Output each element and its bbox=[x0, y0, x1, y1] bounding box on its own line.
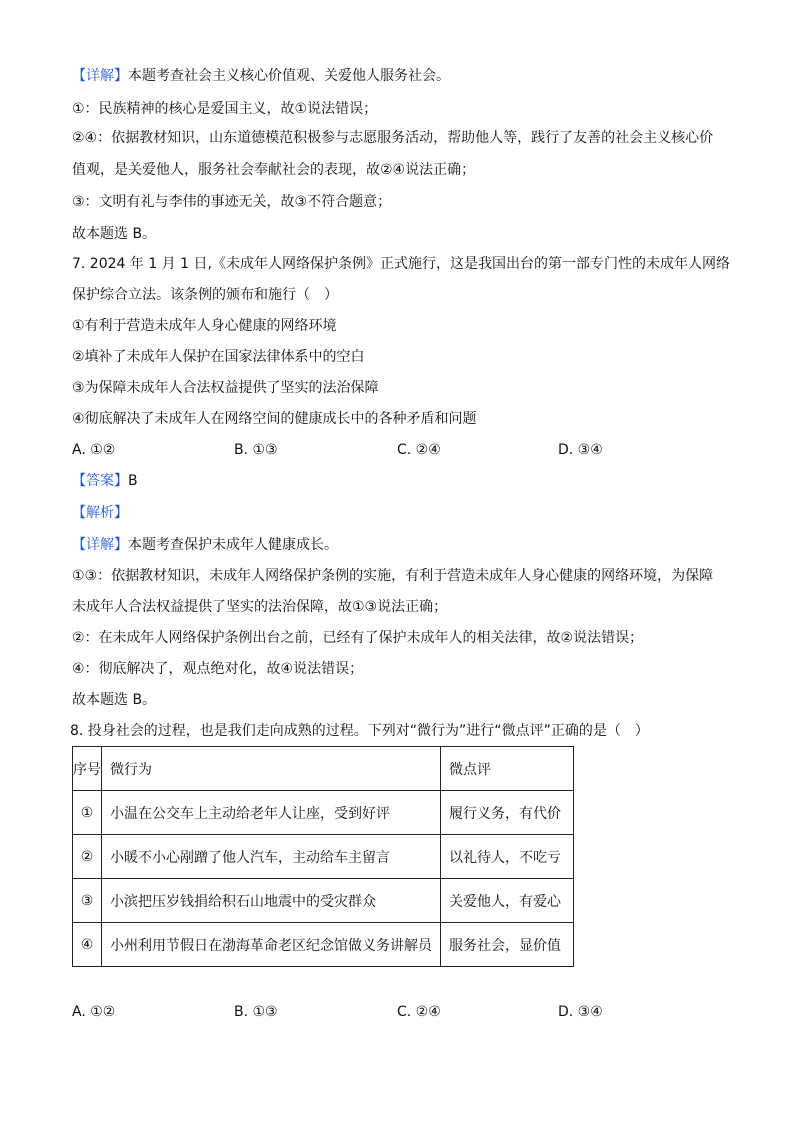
table-row bbox=[73, 879, 574, 923]
q7-answer: B bbox=[128, 473, 138, 489]
q7-option-b: B. ①③ bbox=[234, 442, 278, 458]
q6-explain-p1: ①：民族精神的核心是爱国主义，故①说法错误； bbox=[72, 101, 378, 117]
q7-detail-intro: 本题考查保护未成年人健康成长。 bbox=[128, 537, 338, 553]
table-header-cell: 序号 bbox=[73, 747, 102, 791]
table-cell: ④ bbox=[73, 923, 102, 967]
q7-item-1: ①有利于营造未成年人身心健康的网络环境 bbox=[72, 318, 337, 334]
q7-detail-2: ②：在未成年人网络保护条例出台之前，已经有了保护未成年人的相关法律，故②说法错误； bbox=[72, 630, 644, 646]
q7-option-d: D. ③④ bbox=[558, 442, 603, 458]
q8-options bbox=[72, 1002, 732, 1022]
table-cell: 以礼待人，不吃亏 bbox=[441, 835, 574, 879]
q7-item-3: ③为保障未成年人合法权益提供了坚实的法治保障 bbox=[72, 380, 379, 396]
table-header-row bbox=[73, 747, 574, 791]
q7-detail-1b: 未成年人合法权益提供了坚实的法治保障，故①③说法正确； bbox=[72, 599, 448, 615]
q7-stem-a: 7. 2024 年 1 月 1 日,《未成年人网络保护条例》正式施行，这是我国出台的第一部专门性的未成年人网络 bbox=[72, 256, 730, 272]
table-cell: ③ bbox=[73, 879, 102, 923]
table-header-cell: 微行为 bbox=[102, 747, 441, 791]
q7-item-2: ②填补了未成年人保护在国家法律体系中的空白 bbox=[72, 349, 365, 365]
q7-options bbox=[72, 440, 732, 460]
table-header-cell: 微点评 bbox=[441, 747, 574, 791]
q7-detail-1a: ①③：依据教材知识，未成年人网络保护条例的实施，有利于营造未成年人身心健康的网络环境，为保障 bbox=[72, 568, 714, 584]
detail-tag: 【详解】 bbox=[72, 68, 128, 84]
q7-item-4: ④彻底解决了未成年人在网络空间的健康成长中的各种矛盾和问题 bbox=[72, 411, 477, 427]
table-cell: 小滨把压岁钱捐给积石山地震中的受灾群众 bbox=[102, 879, 441, 923]
q8-option-d: D. ③④ bbox=[558, 1004, 603, 1020]
table-cell: 服务社会，显价值 bbox=[441, 923, 574, 967]
q7-stem-b: 保护综合立法。该条例的颁布和施行（ ） bbox=[72, 287, 338, 303]
table-cell: 小暖不小心剐蹭了他人汽车，主动给车主留言 bbox=[102, 835, 441, 879]
analysis-tag: 【解析】 bbox=[72, 505, 128, 521]
table-cell: 小温在公交车上主动给老年人让座，受到好评 bbox=[102, 791, 441, 835]
table-cell: ② bbox=[73, 835, 102, 879]
table-cell: 履行义务，有代价 bbox=[441, 791, 574, 835]
q7-option-c: C. ②④ bbox=[397, 442, 441, 458]
q6-detail-line bbox=[72, 66, 450, 86]
table-row bbox=[73, 791, 574, 835]
q7-answer-line bbox=[72, 471, 138, 491]
q8-option-a: A. ①② bbox=[72, 1004, 116, 1020]
q6-conclusion: 故本题选 B。 bbox=[72, 226, 157, 242]
table-cell: 关爱他人，有爱心 bbox=[441, 879, 574, 923]
table-cell: 小州利用节假日在渤海革命老区纪念馆做义务讲解员 bbox=[102, 923, 441, 967]
q8-stem: 8. 投身社会的过程，也是我们走向成熟的过程。下列对“微行为”进行“微点评”正确的是（ ） bbox=[70, 723, 649, 739]
q6-explain-p2b: 值观，是关爱他人，服务社会奉献社会的表现，故②④说法正确； bbox=[72, 162, 476, 178]
q8-option-c: C. ②④ bbox=[397, 1004, 441, 1020]
table-row bbox=[73, 923, 574, 967]
q6-explain-p3: ③：文明有礼与李伟的事迹无关，故③不符合题意； bbox=[72, 194, 392, 210]
q7-detail-3: ④：彻底解决了，观点绝对化，故④说法错误； bbox=[72, 661, 364, 677]
table-cell: ① bbox=[73, 791, 102, 835]
detail-tag: 【详解】 bbox=[72, 537, 128, 553]
q7-option-a: A. ①② bbox=[72, 442, 116, 458]
table-row bbox=[73, 835, 574, 879]
q8-option-b: B. ①③ bbox=[234, 1004, 278, 1020]
q6-detail-intro: 本题考查社会主义核心价值观、关爱他人服务社会。 bbox=[128, 68, 450, 84]
q7-detail-line bbox=[72, 535, 338, 555]
q8-table bbox=[72, 746, 574, 967]
q6-explain-p2a: ②④：依据教材知识，山东道德模范积极参与志愿服务活动，帮助他人等，践行了友善的社会主义核心价 bbox=[72, 130, 714, 146]
answer-tag: 【答案】 bbox=[72, 473, 128, 489]
q7-conclusion: 故本题选 B。 bbox=[72, 692, 157, 708]
